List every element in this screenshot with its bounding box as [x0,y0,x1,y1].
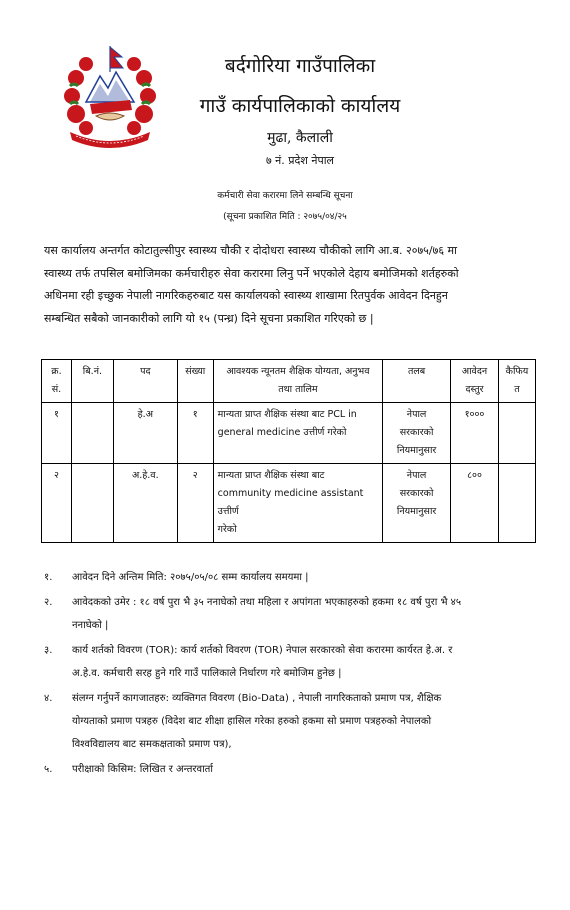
table-row [42,464,536,543]
cell-sn: २ [42,464,72,543]
cell-remark [498,464,535,543]
office-name: बर्दगोरिया गाउँपालिका [224,55,376,77]
cell-qualification: मान्यता प्राप्त शैक्षिक संस्था बाट PCL in general medicine उत्तीर्ण गरेको [213,403,382,464]
cell-post: अ.हे.व. [113,464,177,543]
office-location: मुढा, कैलाली [267,130,333,146]
cell-qualification: मान्यता प्राप्त शैक्षिक संस्था बाट community medicine assistant उत्तीर्ण गरेको [213,464,382,543]
list-item-text: विश्वविद्यालय बाट समकक्षताको प्रमाण पत्र), [72,739,232,750]
cell-bn [71,464,113,543]
banner-ribbon [70,132,150,148]
list-item [44,639,544,685]
list-item [44,687,544,756]
table-row [42,403,536,464]
list-item-text: परीक्षाको किसिम: लिखित र अन्तरवार्ता [72,764,213,775]
intro-line: यस कार्यालय अन्तर्गत कोटातुल्सीपुर स्वास्थ्य चौकी र दोदोधरा स्वास्थ्य चौकीको लागि आ.ब. २०७५/७६ मा [44,244,457,257]
list-item [44,758,544,781]
list-item-text: संलग्न गर्नुपर्ने कागजातहरु: व्यक्तिगत विवरण (Bio-Data) , नेपाली नागरिकताको प्रमाण पत्र, शैक्षिक [72,693,442,704]
mountain-icon [86,72,134,102]
col-header-count: संख्या [177,360,213,403]
list-item-text: योग्यताको प्रमाण पत्रहरु (विदेश बाट शीक्षा हासिल गरेका हरुको हकमा सो प्रमाण पत्रहरुको नेपालको [72,716,432,727]
col-header-remark: कैफिय त [498,360,535,403]
flag-icon [110,46,123,72]
cell-salary: नेपाल सरकारको नियमानुसार [383,464,451,543]
list-item-number: २. [44,597,53,608]
table-header-row [42,360,536,403]
list-item-text: अ.हे.व. कर्मचारी सरह हुने गरि गाउँ पालिकाले निर्धारण गरे बमोजिम हुनेछ | [72,668,342,679]
posts-table [41,359,536,543]
list-item-number: ३. [44,645,53,656]
list-item [44,566,544,589]
cell-count: २ [177,464,213,543]
col-header-post: पद [113,360,177,403]
office-title: गाउँ कार्यपालिकाको कार्यालय [199,95,401,117]
cell-count: १ [177,403,213,464]
col-header-qualification: आवश्यक न्यूनतम शैक्षिक योग्यता, अनुभव तथा तालिम [213,360,382,403]
col-header-fee: आवेदन दस्तुर [451,360,499,403]
cell-fee: ८०० [451,464,499,543]
col-header-sn: क्र. सं. [42,360,72,403]
intro-line: अधिनमा रही इच्छुक नेपाली नागरिकहरुबाट यस कार्यालयको स्वास्थ्य शाखामा रितपुर्वक आवेदन दिनहुन [44,289,448,302]
intro-line: स्वास्थ्य तर्फ तपसिल बमोजिमका कर्मचारीहरु सेवा करारमा लिनु पर्ने भएकोले देहाय बमोजिमको शर्तहरुको [44,266,459,280]
col-header-bn: बि.नं. [71,360,113,403]
list-item-text: आवेदन दिने अन्तिम मिति: २०७५/०५/०८ सम्म कार्यालय समयमा | [72,572,309,583]
list-item [44,591,544,637]
list-item-text: ननाघेको | [72,620,109,631]
cell-salary: नेपाल सरकारको नियमानुसार [383,403,451,464]
col-header-salary: तलब [383,360,451,403]
nepal-emblem-logo [62,44,158,148]
handshake-icon [96,113,124,120]
notice-date: (सूचना प्रकाशित मिति : २०७५/०४/२५ [223,212,347,222]
office-province: ७ नं. प्रदेश नेपाल [265,154,335,167]
list-item-text: आवेदकको उमेर : १८ वर्ष पुरा भै ३५ ननाघेको तथा महिला र अपांगता भएकाहरुको हकमा १८ वर्ष पुरा भै ४५ [72,597,462,608]
cell-remark [498,403,535,464]
list-item-number: ५. [44,764,53,775]
notice-title: कर्मचारी सेवा करारमा लिने सम्बन्धि सूचना [217,191,353,201]
list-item-text: कार्य शर्तको विवरण (TOR): कार्य शर्तको विवरण (TOR) नेपाल सरकारको सेवा करारमा कार्यरत हे.अ. र [72,645,453,656]
cell-bn [71,403,113,464]
conditions-list [44,566,544,783]
intro-paragraph [44,240,534,330]
cell-sn: १ [42,403,72,464]
cell-post: हे.अ [113,403,177,464]
list-item-number: ४. [44,693,53,704]
cell-fee: १००० [451,403,499,464]
intro-line: सम्बन्धित सबैको जानकारीको लागि यो १५ (पन्ध्र) दिने सूचना प्रकाशित गरिएको छ | [44,311,374,325]
list-item-number: १. [44,572,53,583]
